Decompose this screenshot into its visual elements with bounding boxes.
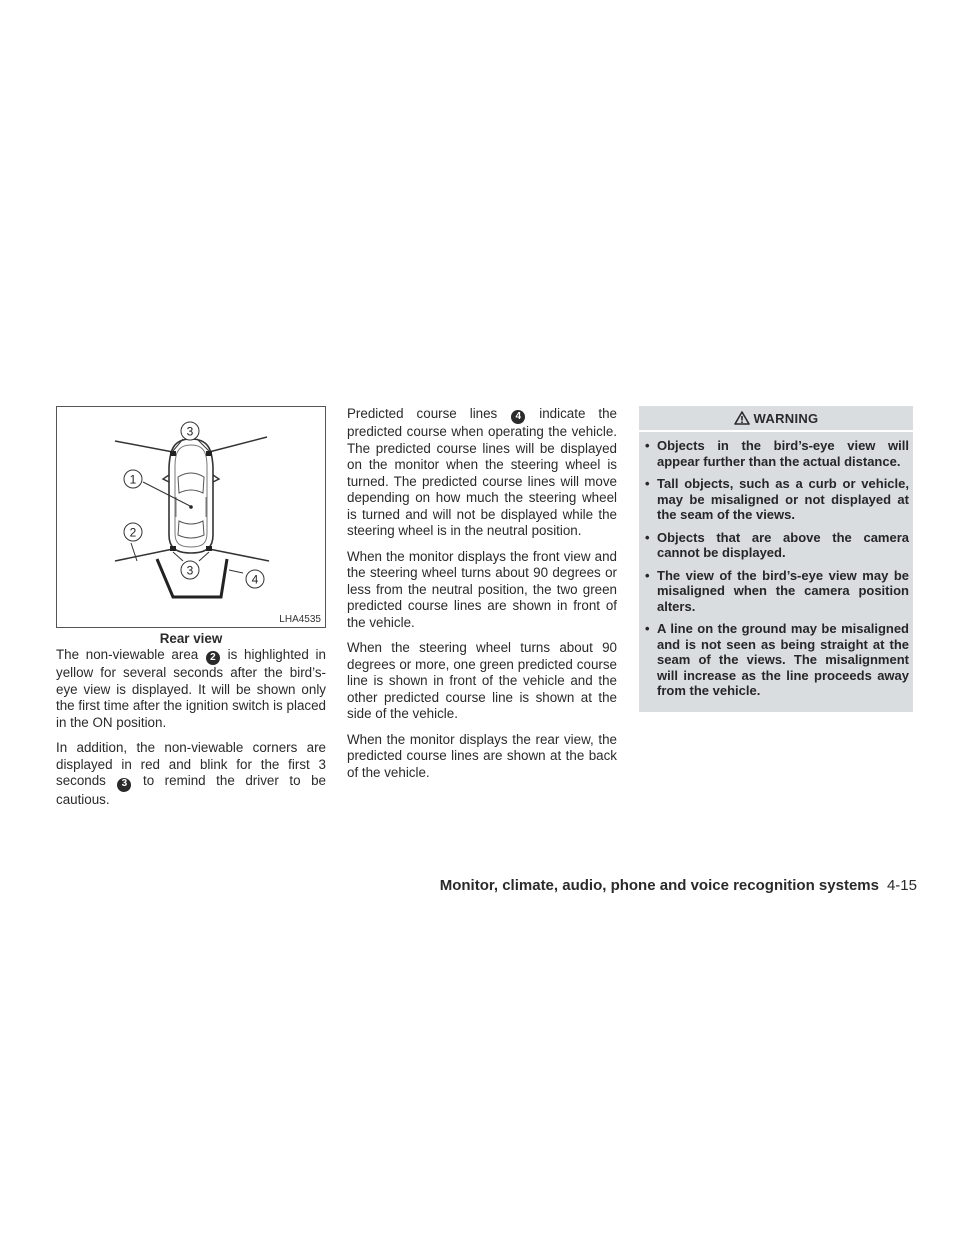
paragraph: The non-viewable area 2 is highlighted in yellow for several seconds after the bird’s-eye view is displayed. It will be shown only the first time after the ignition switch is placed in the ON position. — [56, 647, 326, 730]
page-number: 4-15 — [886, 877, 917, 894]
callout-1 — [124, 470, 142, 488]
figure-caption: Rear view — [159, 631, 223, 646]
rear-view-figure — [56, 406, 326, 628]
paragraph: Predicted course lines 4 indicate the predicted course when operating the vehicle. The predicted course lines will be displayed on the monitor when the steering wheel is turned. The predicted course lines will move depending on how much the steering wheel is turned and will not be displayed while the steering wheel is in the neutral position. — [347, 406, 617, 539]
warning-title: WARNING — [753, 410, 819, 426]
column-2 — [347, 406, 617, 790]
column-1 — [56, 647, 326, 817]
paragraph: When the monitor displays the rear view, the predicted course lines are shown at the back of the vehicle. — [347, 731, 617, 780]
warning-header — [639, 406, 913, 430]
callout-3-bottom — [181, 561, 199, 579]
callout-3-top — [181, 422, 199, 440]
paragraph: In addition, the non-viewable corners are displayed in red and blink for the first 3 seconds 3 to remind the driver to be cautious. — [56, 740, 326, 807]
paragraph: When the steering wheel turns about 90 degrees or more, one green predicted course line is shown in front of the vehicle and the other predicted course line is shown at the side of the vehicle. — [347, 640, 617, 722]
warning-icon — [734, 411, 750, 425]
svg-text:3: 3 — [186, 424, 194, 439]
chapter-title: Monitor, climate, audio, phone and voice recognition systems — [439, 877, 879, 894]
warning-item: • Tall objects, such as a curb or vehicle, may be misaligned or not displayed at the seam of the views. — [645, 476, 909, 523]
paragraph: When the monitor displays the front view and the steering wheel turns about 90 degrees or less from the neutral position, the two green predicted course lines are shown in front of the vehicle. — [347, 548, 617, 630]
svg-text:1: 1 — [129, 472, 137, 487]
callout-ref-3: 3 — [117, 778, 131, 792]
figure-code: LHA4535 — [279, 614, 321, 625]
warning-box — [639, 406, 913, 712]
callout-4 — [246, 570, 264, 588]
warning-list — [639, 430, 913, 712]
page-footer — [440, 877, 917, 894]
warning-item: • The view of the bird’s-eye view may be misaligned when the camera position alters. — [645, 568, 909, 615]
warning-item: • Objects in the bird’s-eye view will appear further than the actual distance. — [645, 438, 909, 469]
svg-text:4: 4 — [251, 572, 259, 587]
warning-item: • Objects that are above the camera cannot be displayed. — [645, 530, 909, 561]
svg-text:2: 2 — [129, 525, 137, 540]
svg-text:3: 3 — [186, 563, 194, 578]
birds-eye-diagram — [57, 407, 325, 627]
warning-item: • A line on the ground may be misaligned and is not seen as being straight at the seam of the views. The misalignment will increase as the line proceeds away from the vehicle. — [645, 621, 909, 699]
callout-ref-4: 4 — [511, 410, 525, 424]
callout-2 — [124, 523, 142, 541]
callout-ref-2: 2 — [206, 651, 220, 665]
